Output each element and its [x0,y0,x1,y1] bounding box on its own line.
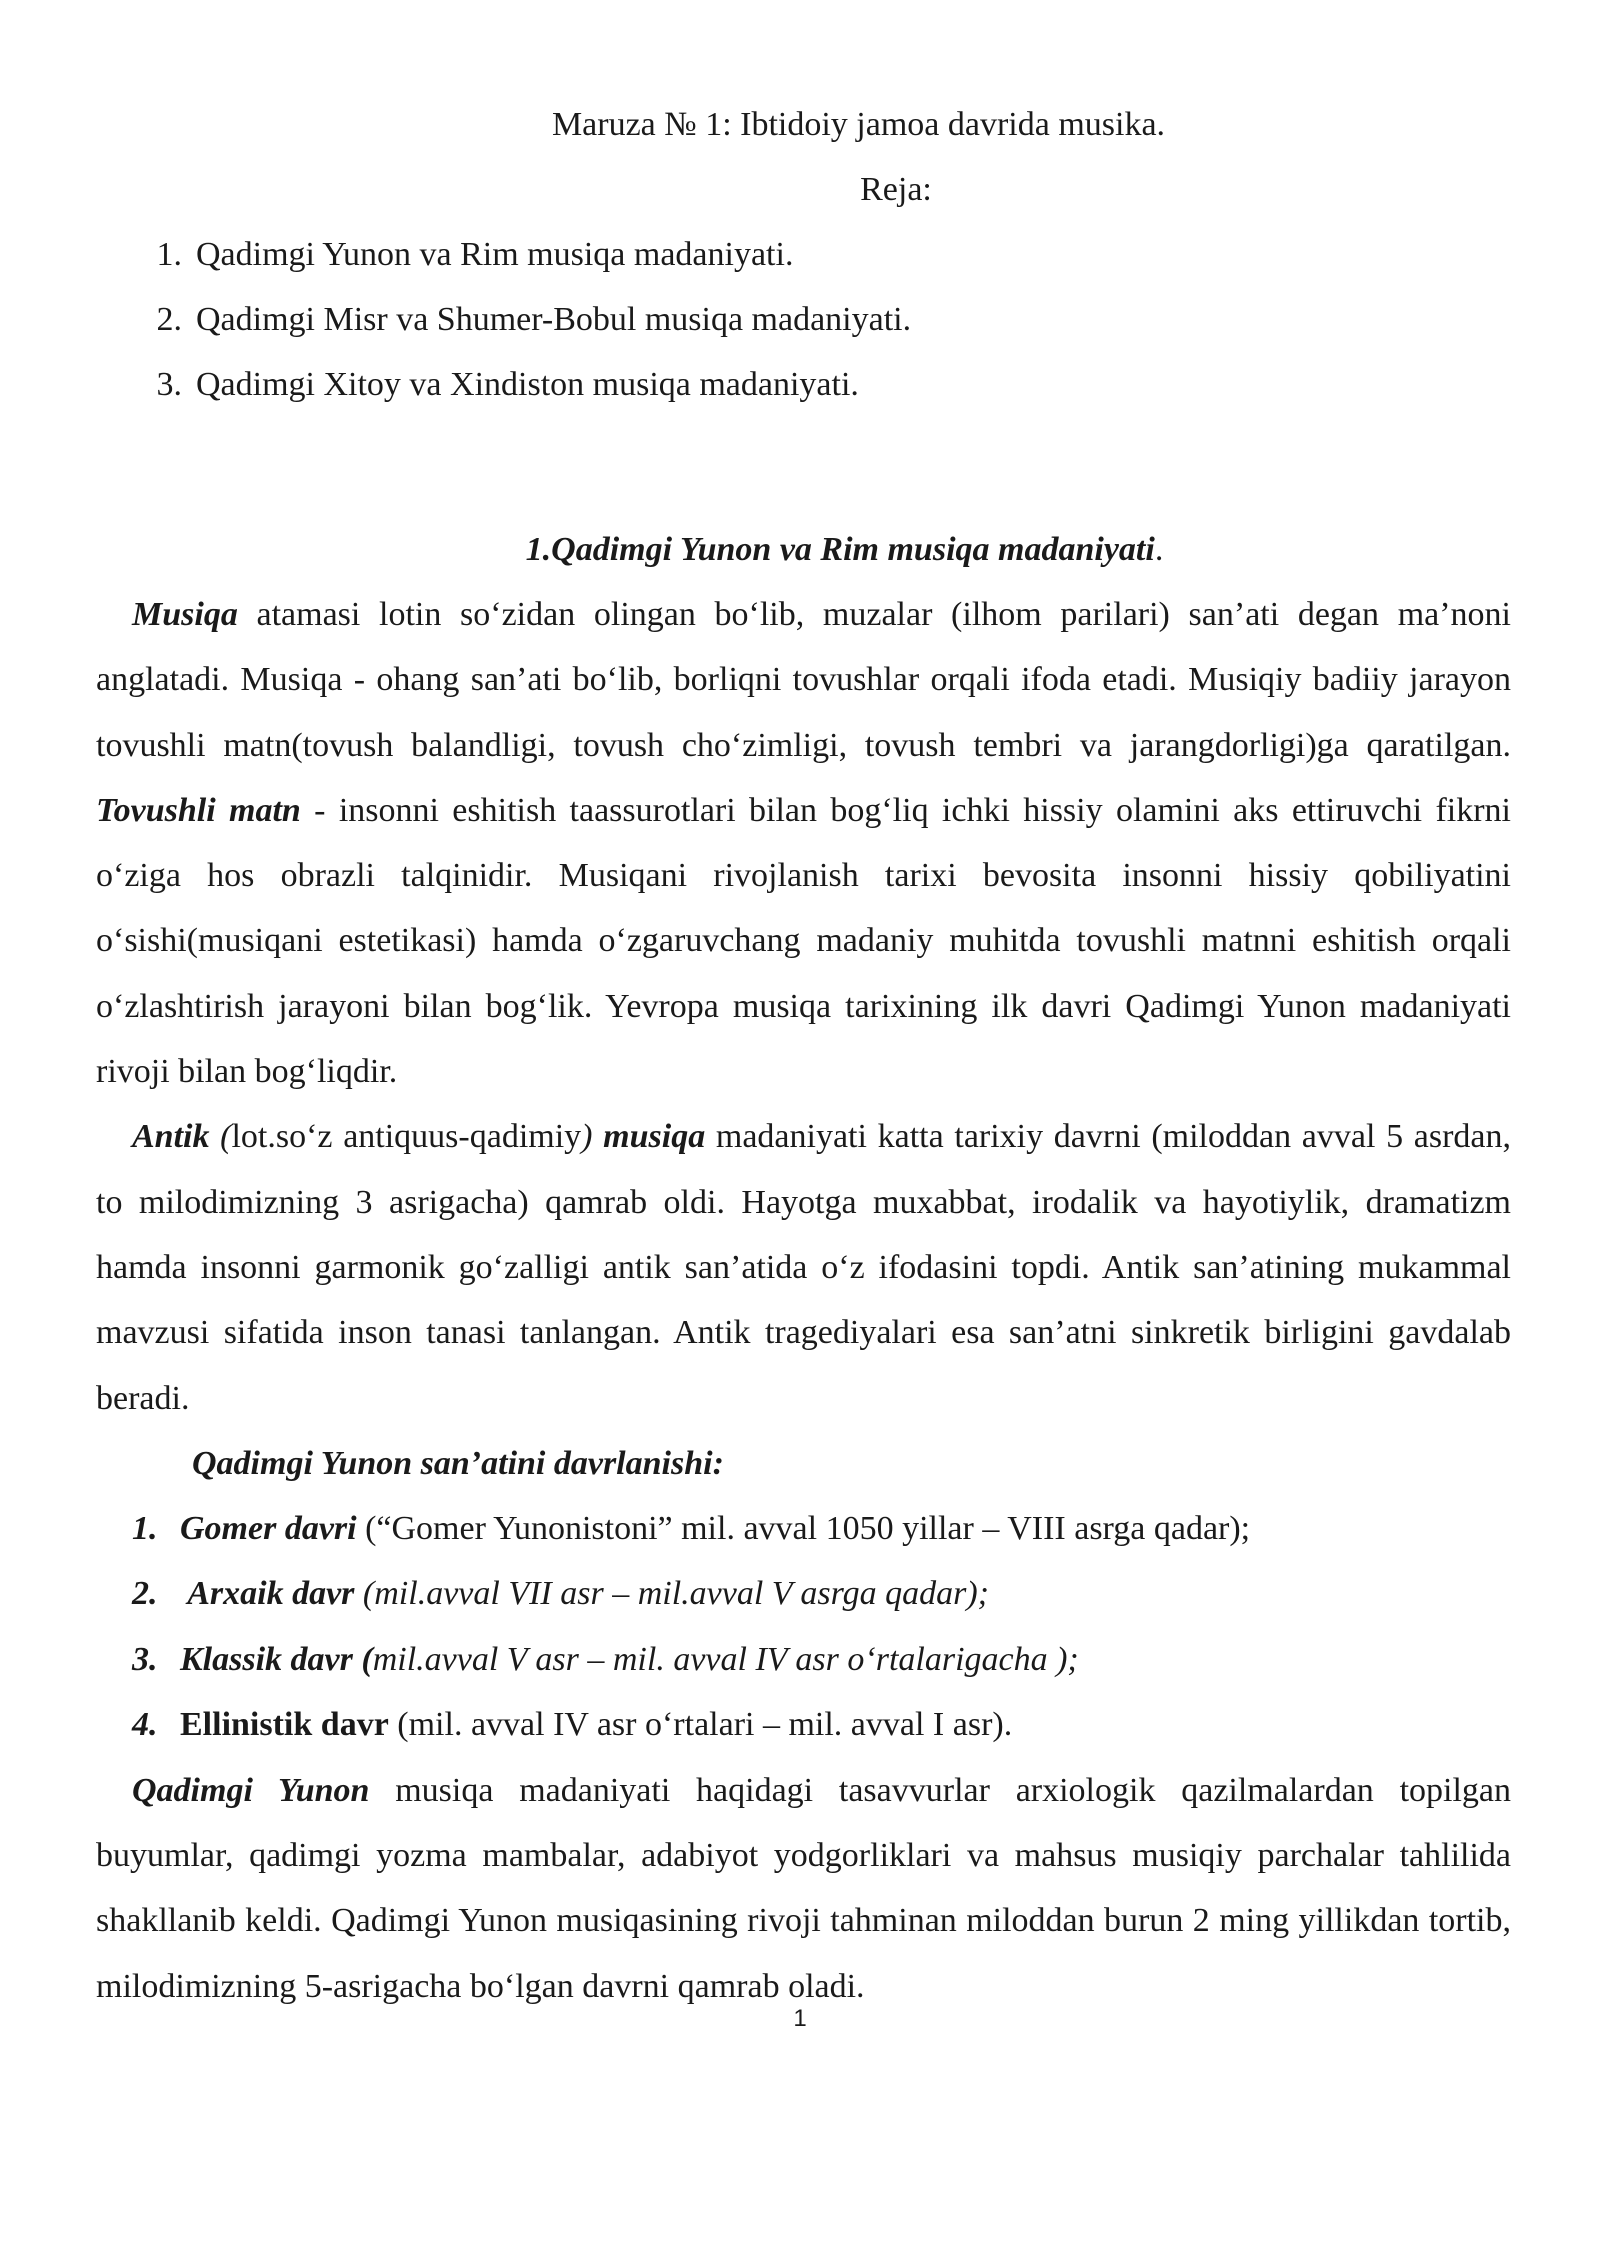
period-detail: mil.avval V asr – mil. avval IV asr o‘rtalarigacha ); [372,1640,1079,1678]
period-detail: (mil.avval VII asr – mil.avval V asrga qadar); [354,1575,989,1613]
latin-gloss: lot.so‘z antiquus-qadimiy [231,1118,582,1156]
plan-item-text: Qadimgi Misr va Shumer-Bobul musiqa madaniyati. [196,301,912,338]
period-detail: (mil. avval IV asr o‘rtalari – mil. avval I asr). [388,1706,1013,1744]
term-musiqa: Musiqa [132,596,238,633]
paragraph-musiqa [96,582,1511,1104]
period-number: 1. [132,1509,158,1547]
section-heading-dot: . [1154,531,1164,568]
plan-list [96,222,1511,417]
term-tovushli-matn: Tovushli matn [96,791,301,829]
spacer [96,417,1511,517]
plan-item-number: 2. [156,301,182,338]
lecture-title: Maruza № 1: Ibtidoiy jamoa davrida musika. [551,106,1166,143]
period-item [96,1561,1511,1627]
plan-item-number: 3. [156,366,182,403]
period-name: Gomer davri [180,1509,357,1547]
period-name: Ellinistik davr [180,1706,389,1744]
period-item [96,1692,1511,1758]
section-heading-text: 1.Qadimgi Yunon va Rim musiqa madaniyati [525,531,1155,568]
plan-label: Reja: [860,171,932,208]
term-antik: Antik [132,1118,210,1156]
periods-list [96,1496,1511,1758]
term-musiqa: musiqa [603,1118,706,1156]
paren-open: ( [209,1118,232,1156]
paragraph-antik [96,1104,1511,1430]
plan-item [96,287,1511,352]
period-item [96,1627,1511,1693]
period-number: 3. [132,1640,158,1678]
period-number: 2. [132,1575,158,1613]
period-number: 4. [132,1706,158,1744]
page-number: 1 [793,2005,807,2032]
period-item [96,1496,1511,1562]
paragraph-qadimgi-yunon [96,1758,1511,2019]
paren-close: ) [581,1118,604,1156]
section-heading [178,517,1511,582]
period-name: Arxaik davr [180,1575,355,1613]
paragraph-text: musiqa madaniyati haqidagi tasavvurlar arxiologik qazilmalardan topilgan buyumlar, qadimgi yozma mambalar, adabiyot yodgorliklari va mahsus musiqiy parchalar tahlilida shakllanib keldi. Qadimgi Yunon musiqasining rivoji tahminan miloddan burun 2 ming yillikdan tortib, milodimizning 5-asrigacha bo‘lgan davrni qamrab oladi. [96,1771,1511,2005]
term-qadimgi-yunon: Qadimgi Yunon [132,1771,370,1809]
periods-heading: Qadimgi Yunon san’atini davrlanishi: [192,1444,724,1482]
paragraph-text: - insonni eshitish taassurotlari bilan bog‘liq ichki hissiy olamini aks ettiruvchi fikrni o‘ziga hos obrazli talqinidir. Musiqani rivojlanish tarixi bevosita insonni hissiy qobiliyatini o‘sishi(musiqani estetikasi) hamda o‘zgaruvchang madaniy muhitda tovushli matnni eshitish orqali o‘zlashtirish jarayoni bilan bog‘lik. Yevropa musiqa tarixining ilk davri Qadimgi Yunon madaniyati rivoji bilan bog‘liqdir. [96,791,1511,1091]
period-detail: (“Gomer Yunonistoni” mil. avval 1050 yillar – VIII asrga qadar); [356,1509,1251,1547]
plan-item [96,222,1511,287]
plan-item-number: 1. [156,236,182,273]
paragraph-text: atamasi lotin so‘zidan olingan bo‘lib, muzalar (ilhom parilari) san’ati degan ma’noni anglatadi. Musiqa - ohang san’ati bo‘lib, borliqni tovushlar orqali ifoda etadi. Musiqiy badiiy jarayon tovushli matn(tovush balandligi, tovush cho‘zimligi, tovush tembri va jarangdorligi)ga qaratilgan. [96,596,1511,764]
paragraph-text: madaniyati katta tarixiy davrni (miloddan avval 5 asrdan, to milodimizning 3 asrigacha) qamrab oldi. Hayotga muxabbat, irodalik va hayotiylik, dramatizm hamda insonni garmonik go‘zalligi antik san’atida o‘z ifodasini topdi. Antik san’atining mukammal mavzusi sifatida inson tanasi tanlangan. Antik tragediyalari esa san’atni sinkretik birligini gavdalab beradi. [96,1118,1511,1417]
plan-item [96,352,1511,417]
period-name: Klassik davr ( [180,1640,373,1678]
page-content [96,92,1511,2019]
plan-item-text: Qadimgi Xitoy va Xindiston musiqa madaniyati. [196,366,859,403]
plan-item-text: Qadimgi Yunon va Rim musiqa madaniyati. [196,236,794,273]
